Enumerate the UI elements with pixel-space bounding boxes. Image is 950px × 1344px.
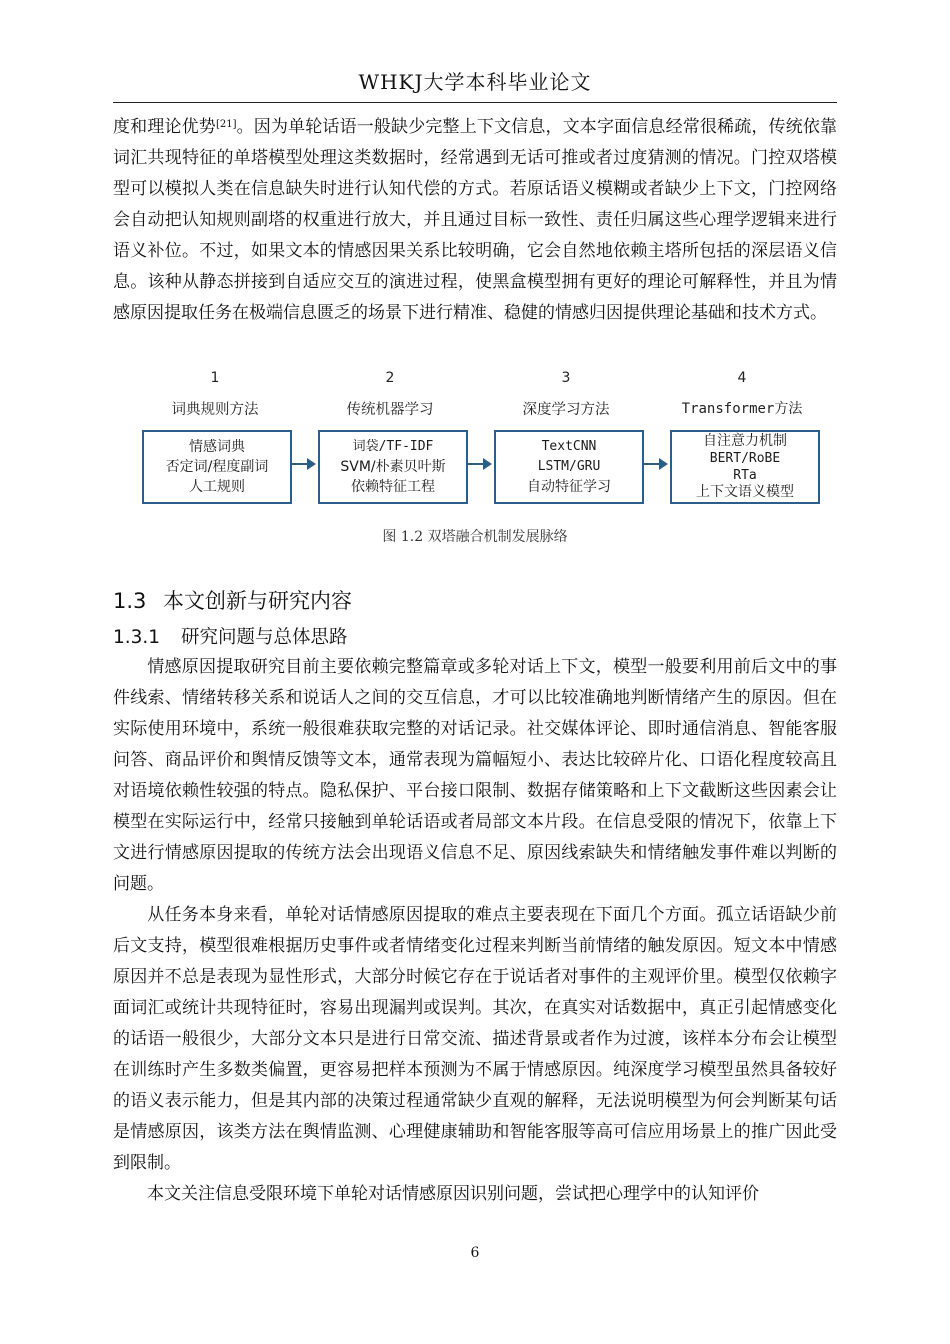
paragraph-3-text: 从任务本身来看，单轮对话情感原因提取的难点主要表现在下面几个方面。孤立话语缺少前后文支持，模型很难根据历史事件或者情绪变化过程来判断当前情绪的触发原因。短文本中情感原因并不总是表现为显性形式，大部分时候它存在于说话者对事件的主观评价里。模型仅依赖字面词汇或统计共现特征时，容易出现漏判或误判。其次，在真实对话数据中，真正引起情感变化的话语一般很少，大部分文本只是进行日常交流、描述背景或者作为过渡，该样本分布会让模型在训练时产生多数类偏置，更容易把样本预测为不属于情感原因。纯深度学习模型虽然具备较好的语义表示能力，但是其内部的决策过程通常缺少直观的解释，无法说明模型为何会判断某句话是情感原因，该类方法在舆情监测、心理健康辅助和智能客服等高可信应用场景上的推广因此受到限制。 — [113, 905, 837, 1173]
step-2-line: SVM/朴素贝叶斯 — [340, 459, 446, 475]
step-2-title: 传统机器学习 — [346, 402, 434, 418]
section-heading — [113, 585, 352, 615]
header-rule — [113, 102, 837, 103]
subsection-heading — [113, 623, 348, 649]
step-1-line: 情感词典 — [189, 439, 245, 455]
step-1-line: 人工规则 — [189, 479, 245, 495]
subsection-number: 1.3.1 — [113, 627, 161, 648]
arrow-1-2 — [292, 463, 314, 465]
paragraph-1-text-b: 。因为单轮话语一般缺少完整上下文信息，文本字面信息经常很稀疏，传统依靠词汇共现特征的单塔模型处理这类数据时，经常遇到无话可推或者过度猜测的情况。门控双塔模型可以模拟人类在信息缺失时进行认知代偿的方式。若原话语义模糊或者缺少上下文，门控网络会自动把认知规则副塔的权重进行放大，并且通过目标一致性、责任归属这些心理学逻辑来进行语义补位。不过，如果文本的情感因果关系比较明确，它会自然地依赖主塔所包括的深层语义信息。该种从静态拼接到自适应交互的演进过程，使黑盒模型拥有更好的理论可解释性，并且为情感原因提取任务在极端信息匮乏的场景下进行精准、稳健的情感归因提供理论基础和技术方式。 — [113, 117, 838, 323]
step-2-line: 词袋/TF-IDF — [352, 439, 434, 454]
step-2-box — [318, 430, 468, 504]
paragraph-4 — [113, 1179, 837, 1210]
arrow-2-3 — [468, 463, 490, 465]
step-4-box — [670, 430, 820, 504]
page-number: 6 — [470, 1245, 480, 1261]
step-4-line: 上下文语义模型 — [696, 484, 794, 500]
paragraph-3 — [113, 900, 837, 1179]
citation: [21] — [215, 119, 237, 130]
page-header: WHKJ大学本科毕业论文 — [358, 70, 592, 94]
paragraph-1-text-a: 度和理论优势 — [113, 117, 216, 137]
arrow-3-4 — [644, 463, 666, 465]
step-4-line: 自注意力机制 — [703, 433, 787, 449]
step-1-line: 否定词/程度副词 — [165, 459, 269, 475]
step-4-line: BERT/RoBE — [709, 451, 781, 466]
step-2-number: 2 — [385, 370, 395, 386]
paragraph-2 — [113, 652, 837, 900]
paragraph-2-text: 情感原因提取研究目前主要依赖完整篇章或多轮对话上下文，模型一般要利用前后文中的事件线索、情绪转移关系和说话人之间的交互信息，才可以比较准确地判断情绪产生的原因。但在实际使用环境中，系统一般很难获取完整的对话记录。社交媒体评论、即时通信消息、智能客服问答、商品评价和舆情反馈等文本，通常表现为篇幅短小、表达比较碎片化、口语化程度较高且对语境依赖性较强的特点。隐私保护、平台接口限制、数据存储策略和上下文截断这些因素会让模型在实际运行中，经常只接触到单轮话语或者局部文本片段。在信息受限的情况下，依靠上下文进行情感原因提取的传统方法会出现语义信息不足、原因线索缺失和情绪触发事件难以判断的问题。 — [113, 657, 837, 894]
step-2-line: 依赖特征工程 — [351, 479, 435, 495]
step-4-number: 4 — [737, 370, 747, 386]
step-1-number: 1 — [210, 370, 220, 386]
step-3-line: TextCNN — [541, 439, 597, 454]
step-4-line: RTa — [733, 468, 757, 483]
section-number: 1.3 — [113, 589, 147, 613]
step-1-box — [142, 430, 292, 504]
step-3-box — [494, 430, 644, 504]
paragraph-1 — [113, 112, 837, 329]
figure-caption: 图 1.2 双塔融合机制发展脉络 — [382, 529, 568, 545]
step-3-line: 自动特征学习 — [527, 479, 611, 495]
paragraph-4-text: 本文关注信息受限环境下单轮对话情感原因识别问题，尝试把心理学中的认知评价 — [147, 1184, 759, 1204]
step-4-title: Transformer方法 — [681, 401, 803, 417]
step-3-number: 3 — [561, 370, 571, 386]
step-3-line: LSTM/GRU — [537, 459, 601, 474]
figure-1-2 — [140, 370, 820, 510]
step-1-title: 词典规则方法 — [171, 402, 259, 418]
section-title: 本文创新与研究内容 — [163, 589, 352, 613]
subsection-title: 研究问题与总体思路 — [181, 627, 348, 648]
step-3-title: 深度学习方法 — [522, 402, 610, 418]
